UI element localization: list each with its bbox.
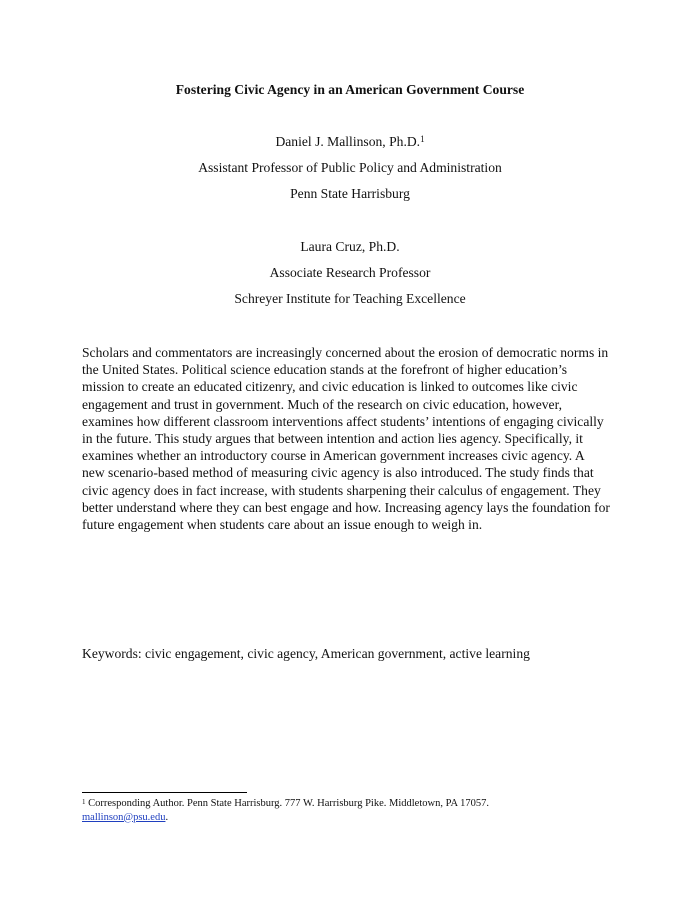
author-2-affiliation: Schreyer Institute for Teaching Excellence	[234, 291, 466, 306]
abstract-line: in the future. This study argues that between intention and action lies agency. Specifically, it	[82, 431, 583, 447]
footnote	[82, 797, 489, 824]
paper-title: Fostering Civic Agency in an American Government Course	[175, 82, 525, 97]
author-1-position: Assistant Professor of Public Policy and Administration	[198, 160, 502, 175]
abstract-line: new scenario-based method of measuring civic agency is also introduced. The study finds that	[82, 465, 594, 481]
author-1-name	[0, 133, 700, 151]
footnote-text: Corresponding Author. Penn State Harrisburg. 777 W. Harrisburg Pike. Middletown, PA 17057.	[85, 798, 489, 809]
abstract-line: engagement and trust in government. Much of the research on civic education, however,	[82, 396, 562, 412]
author-2-name: Laura Cruz, Ph.D.	[300, 239, 400, 254]
abstract-line: examines how different classroom interventions affect students’ intentions of engaging civically	[82, 413, 604, 429]
abstract-line: civic agency does in fact increase, with students sharpening their calculus of engagement. They	[82, 482, 601, 498]
abstract-line: mission to create an educated citizenry, and civic education is linked to outcomes like civic	[82, 379, 578, 395]
abstract-line: Scholars and commentators are increasingly concerned about the erosion of democratic norms in	[82, 345, 609, 360]
abstract	[82, 344, 624, 533]
abstract-line: the United States. Political science education stands at the forefront of higher education’s	[82, 362, 568, 378]
keywords: Keywords: civic engagement, civic agency, American government, active learning	[82, 646, 530, 661]
abstract-line: examines whether an introductory course in American government increases civic agency. A	[82, 448, 585, 464]
author-email-link[interactable]: mallinson@psu.edu	[82, 811, 166, 823]
author-1-footnote-mark: 1	[420, 134, 425, 144]
footnote-trailing: .	[165, 811, 169, 823]
footnote-divider	[82, 792, 247, 793]
author-1-affiliation: Penn State Harrisburg	[290, 186, 410, 201]
author-1-name-text: Daniel J. Mallinson, Ph.D.	[275, 134, 421, 149]
author-2-position: Associate Research Professor	[269, 265, 431, 280]
footnote-mark: 1	[82, 798, 86, 806]
abstract-line: better understand where they can best engage and how. Increasing agency lays the foundation for	[82, 499, 610, 515]
abstract-line: future engagement when students care about an issue enough to weigh in.	[82, 517, 483, 533]
